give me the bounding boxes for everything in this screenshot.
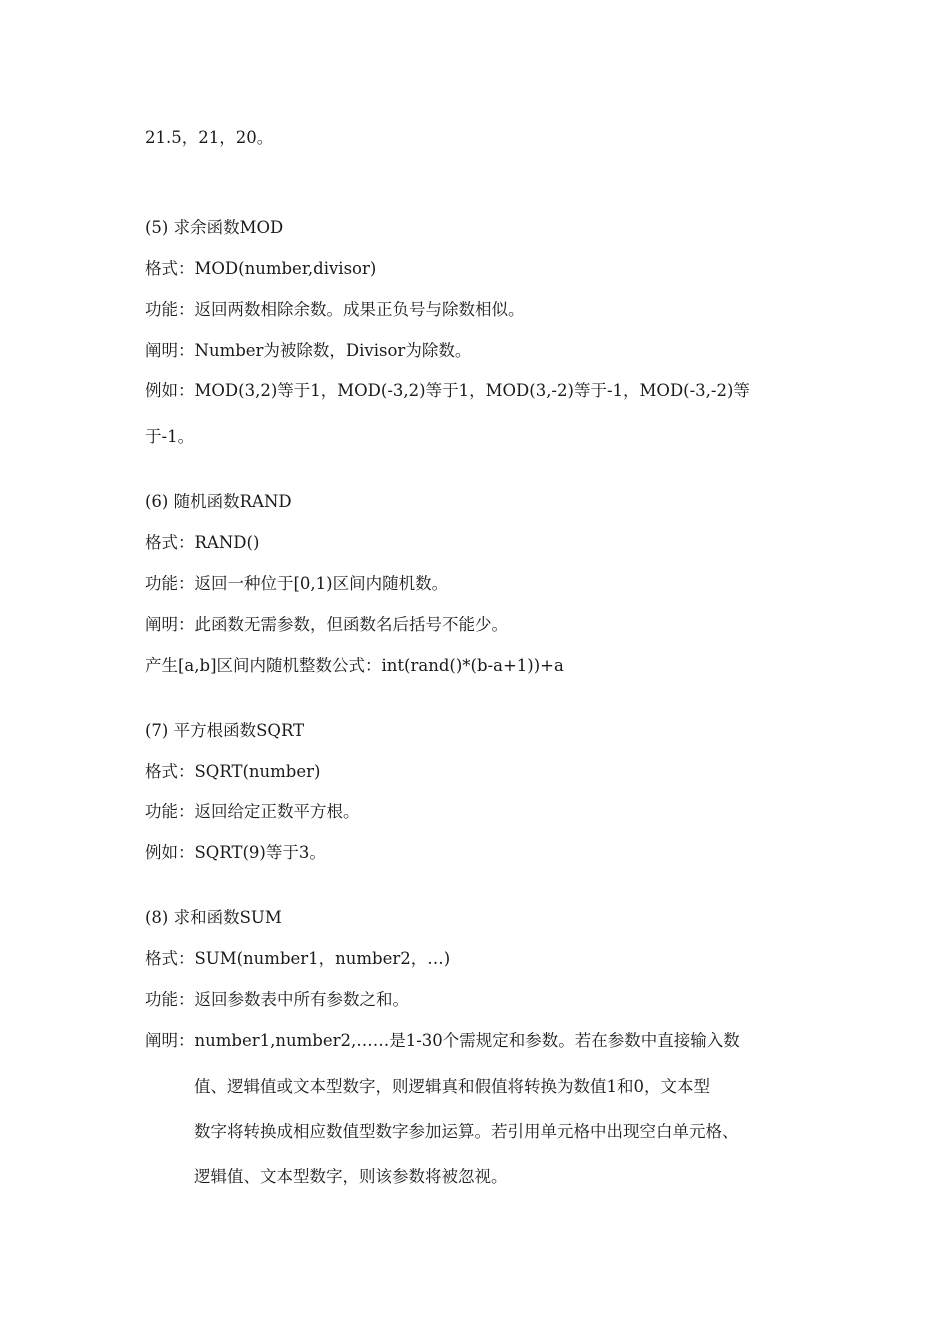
function-line: 功能：返回给定正数平方根。 xyxy=(145,802,360,821)
function-line: 功能：返回参数表中所有参数之和。 xyxy=(145,990,409,1009)
format-line: 格式：SQRT(number) xyxy=(145,762,321,781)
note-line: 阐明：number1,number2,……是1-30个需规定和参数。若在参数中直接输入数 xyxy=(145,1031,740,1050)
note-line-continued: 值、逻辑值或文本型数字，则逻辑真和假值将转换为数值1和0，文本型 xyxy=(194,1077,710,1096)
example-line-continued: 于-1。 xyxy=(145,427,195,446)
note-line-continued: 数字将转换成相应数值型数字参加运算。若引用单元格中出现空白单元格、 xyxy=(194,1122,739,1141)
section-heading: (7) 平方根函数SQRT xyxy=(145,721,305,740)
intro-text: 21.5，21，20。 xyxy=(145,128,274,147)
example-line: 例如：MOD(3,2)等于1，MOD(-3,2)等于1，MOD(3,-2)等于-1，MOD(-3,-2)等 xyxy=(145,381,750,400)
section-heading: (6) 随机函数RAND xyxy=(145,492,292,511)
note-line-continued: 逻辑值、文本型数字，则该参数将被忽视。 xyxy=(194,1167,508,1186)
function-line: 功能：返回一种位于[0,1)区间内随机数。 xyxy=(145,574,449,593)
format-line: 格式：MOD(number,divisor) xyxy=(145,259,377,278)
note-line: 阐明：Number为被除数，Divisor为除数。 xyxy=(145,341,472,360)
section-heading: (5) 求余函数MOD xyxy=(145,218,284,237)
format-line: 格式：SUM(number1，number2，…) xyxy=(145,949,451,968)
function-line: 功能：返回两数相除余数。成果正负号与除数相似。 xyxy=(145,300,525,319)
note-line: 阐明：此函数无需参数，但函数名后括号不能少。 xyxy=(145,615,508,634)
example-line: 例如：SQRT(9)等于3。 xyxy=(145,843,326,862)
format-line: 格式：RAND() xyxy=(145,533,260,552)
section-heading: (8) 求和函数SUM xyxy=(145,908,282,927)
formula-line: 产生[a,b]区间内随机整数公式：int(rand()*(b-a+1))+a xyxy=(145,656,564,675)
